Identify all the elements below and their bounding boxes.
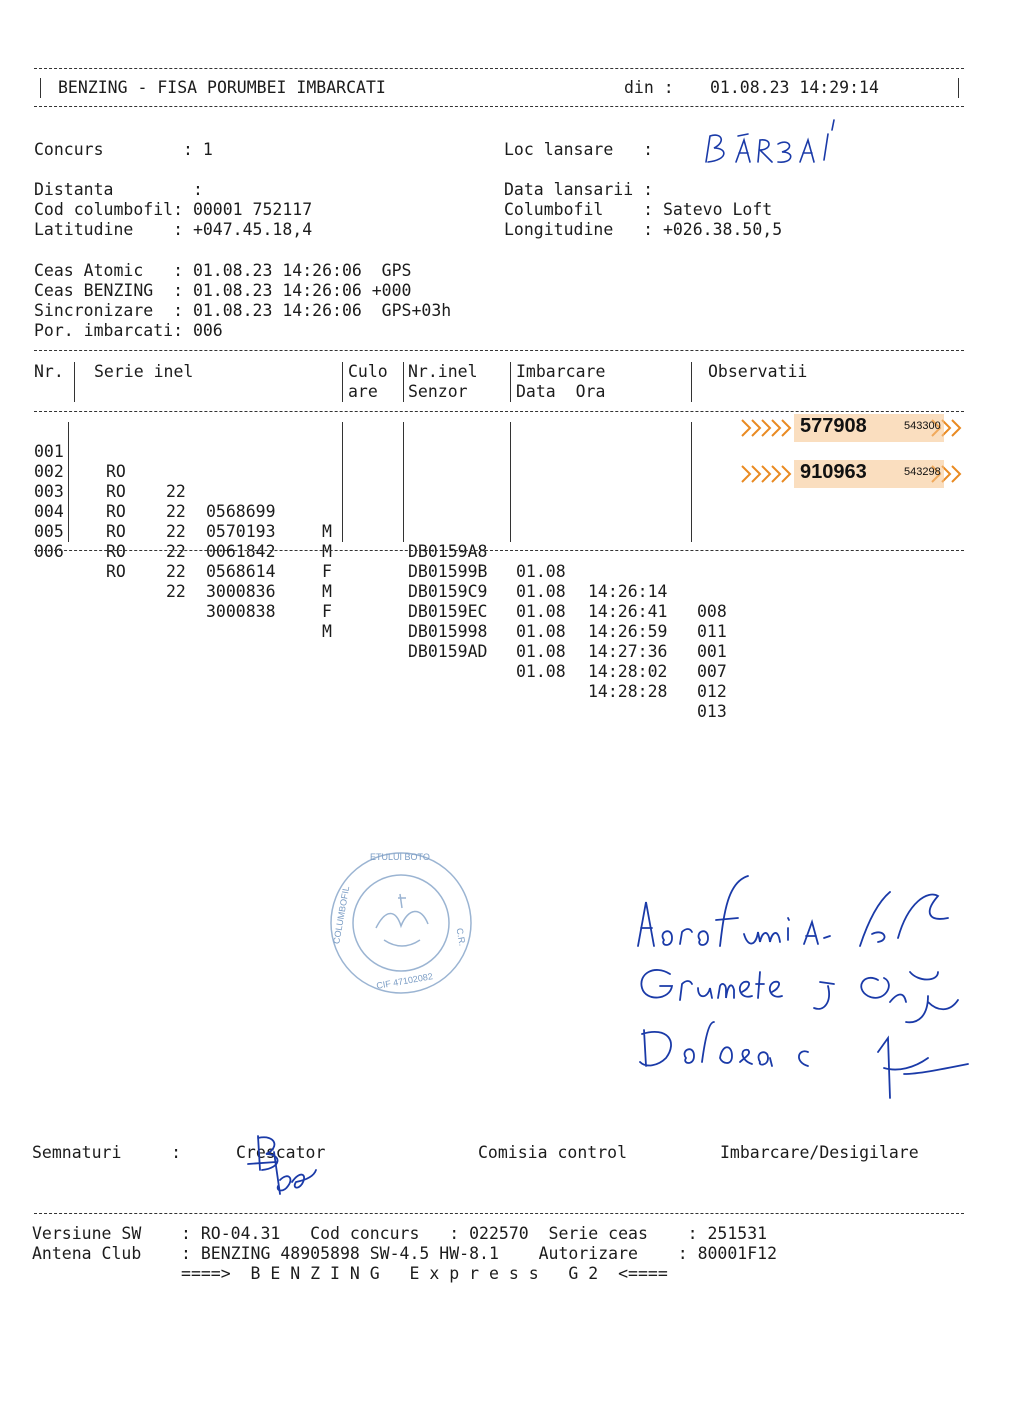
- cell-country: RO: [106, 522, 126, 541]
- cell-sex: F: [322, 602, 332, 621]
- cell-obs: 013: [697, 702, 727, 721]
- col-header-observatii: Observatii: [708, 362, 808, 381]
- ceas-benzing-field: Ceas BENZING : 01.08.23 14:26:06 +000: [34, 281, 412, 300]
- concurs-field: Concurs : 1: [34, 140, 213, 159]
- distanta-field: Distanta :: [34, 180, 203, 199]
- col-divider: [74, 362, 75, 402]
- cell-ring: 0570193: [206, 522, 276, 541]
- cell-sex: M: [322, 582, 332, 601]
- cell-date: 01.08: [516, 582, 566, 601]
- col-divider: [403, 362, 404, 402]
- cell-sex: F: [322, 562, 332, 581]
- cell-time: 14:28:02: [588, 662, 668, 681]
- col-divider: [403, 422, 404, 542]
- cell-ring: 0568614: [206, 562, 276, 581]
- imbarcare-label: Imbarcare/Desigilare: [720, 1143, 919, 1162]
- stamp-text: ETULUI BOTO: [370, 852, 430, 862]
- cell-date: 01.08: [516, 622, 566, 641]
- cell-nr: 006: [34, 542, 64, 561]
- cell-year: 22: [166, 482, 186, 501]
- document-title: BENZING - FISA PORUMBEI IMBARCATI: [58, 78, 386, 97]
- cell-date: 01.08: [516, 602, 566, 621]
- loc-lansare-label: Loc lansare :: [504, 140, 654, 159]
- ticket-number: 577908: [800, 415, 867, 437]
- semnaturi-label: Semnaturi :: [32, 1143, 182, 1162]
- ceas-atomic-field: Ceas Atomic : 01.08.23 14:26:06 GPS: [34, 261, 412, 280]
- footer-antenna-line: Antena Club : BENZING 48905898 SW-4.5 HW-8.1 Autorizare : 80001F12: [32, 1244, 778, 1263]
- longitudine-field: Longitudine : +026.38.50,5: [504, 220, 783, 239]
- cell-country: RO: [106, 502, 126, 521]
- club-stamp: [326, 848, 476, 998]
- cell-obs: 008: [697, 602, 727, 621]
- cell-time: 14:26:41: [588, 602, 668, 621]
- cell-sex: M: [322, 542, 332, 561]
- cell-nr: 002: [34, 462, 64, 481]
- ticket-subnumber: 543300: [904, 420, 941, 432]
- handwritten-release-place: [700, 118, 850, 168]
- border-left: [40, 78, 41, 98]
- cell-year: 22: [166, 522, 186, 541]
- date-label: din :: [624, 78, 674, 97]
- cell-year: 22: [166, 542, 186, 561]
- footer-version-line: Versiune SW : RO-04.31 Cod concurs : 022570 Serie ceas : 251531: [32, 1224, 768, 1243]
- cell-country: RO: [106, 562, 126, 581]
- commission-signatures: [628, 862, 998, 1102]
- col-divider: [691, 362, 692, 402]
- col-divider: [691, 422, 692, 542]
- cell-date: 01.08: [516, 642, 566, 661]
- cell-sensor: DB0159AD: [408, 642, 488, 661]
- control-ticket: [736, 414, 968, 442]
- cell-date: 01.08: [516, 562, 566, 581]
- col-header-data-ora: Data Ora: [516, 382, 606, 401]
- separator: [34, 411, 964, 412]
- control-ticket: [736, 460, 968, 488]
- cell-country: RO: [106, 542, 126, 561]
- cell-sensor: DB0159A8: [408, 542, 488, 561]
- cell-obs: 012: [697, 682, 727, 701]
- columbofil-field: Columbofil : Satevo Loft: [504, 200, 773, 219]
- col-divider: [510, 362, 511, 402]
- col-divider: [510, 422, 511, 542]
- cell-ring: 3000838: [206, 602, 276, 621]
- por-imbarcati-field: Por. imbarcati: 006: [34, 321, 223, 340]
- print-datetime: 01.08.23 14:29:14: [710, 78, 879, 97]
- stamp-text: C.R.: [454, 927, 468, 947]
- cell-nr: 005: [34, 522, 64, 541]
- separator: [34, 550, 964, 551]
- col-divider: [342, 422, 343, 542]
- border-right: [958, 78, 959, 98]
- col-header-serie: Serie inel: [94, 362, 194, 381]
- separator: [34, 1213, 964, 1214]
- cell-obs: 001: [697, 642, 727, 661]
- separator: [34, 350, 964, 351]
- cell-country: RO: [106, 462, 126, 481]
- cell-obs: 007: [697, 662, 727, 681]
- col-divider: [68, 422, 69, 542]
- col-header-senzor: Senzor: [408, 382, 468, 401]
- cell-sensor: DB0159EC: [408, 602, 488, 621]
- cell-sensor: DB015998: [408, 622, 488, 641]
- col-header-culoare-2: are: [348, 382, 378, 401]
- cod-columbofil-field: Cod columbofil: 00001 752117: [34, 200, 313, 219]
- separator: [34, 68, 964, 69]
- col-header-culoare: Culo: [348, 362, 388, 381]
- crescator-label: Crescator: [236, 1143, 326, 1162]
- separator: [34, 106, 964, 107]
- ticket-subnumber: 543298: [904, 466, 941, 478]
- cell-time: 14:26:59: [588, 622, 668, 641]
- cell-year: 22: [166, 562, 186, 581]
- cell-date: 01.08: [516, 662, 566, 681]
- cell-year: 22: [166, 502, 186, 521]
- cell-time: 14:27:36: [588, 642, 668, 661]
- cell-sensor: DB0159C9: [408, 582, 488, 601]
- latitudine-field: Latitudine : +047.45.18,4: [34, 220, 313, 239]
- cell-sex: M: [322, 622, 332, 641]
- col-header-imbarcare: Imbarcare: [516, 362, 606, 381]
- cell-nr: 003: [34, 482, 64, 501]
- cell-time: 14:26:14: [588, 582, 668, 601]
- cell-year: 22: [166, 582, 186, 601]
- cell-sensor: DB01599B: [408, 562, 488, 581]
- stamp-text: COLUMBOFIL: [331, 885, 352, 945]
- cell-country: RO: [106, 482, 126, 501]
- sincronizare-field: Sincronizare : 01.08.23 14:26:06 GPS+03h: [34, 301, 452, 320]
- cell-ring: 0061842: [206, 542, 276, 561]
- data-lansarii-field: Data lansarii :: [504, 180, 654, 199]
- breeder-signature: [236, 1130, 326, 1202]
- stamp-text: CIF 47102082: [375, 971, 434, 991]
- col-divider: [342, 362, 343, 402]
- cell-nr: 001: [34, 442, 64, 461]
- cell-obs: 011: [697, 622, 727, 641]
- col-header-nr: Nr.: [34, 362, 64, 381]
- footer-device-line: ====> B E N Z I N G E x p r e s s G 2 <====: [32, 1264, 668, 1283]
- col-header-nrinel: Nr.inel: [408, 362, 478, 381]
- cell-time: 14:28:28: [588, 682, 668, 701]
- cell-ring: 3000836: [206, 582, 276, 601]
- cell-nr: 004: [34, 502, 64, 521]
- cell-ring: 0568699: [206, 502, 276, 521]
- comisia-label: Comisia control: [478, 1143, 628, 1162]
- ticket-number: 910963: [800, 461, 867, 483]
- cell-sex: M: [322, 522, 332, 541]
